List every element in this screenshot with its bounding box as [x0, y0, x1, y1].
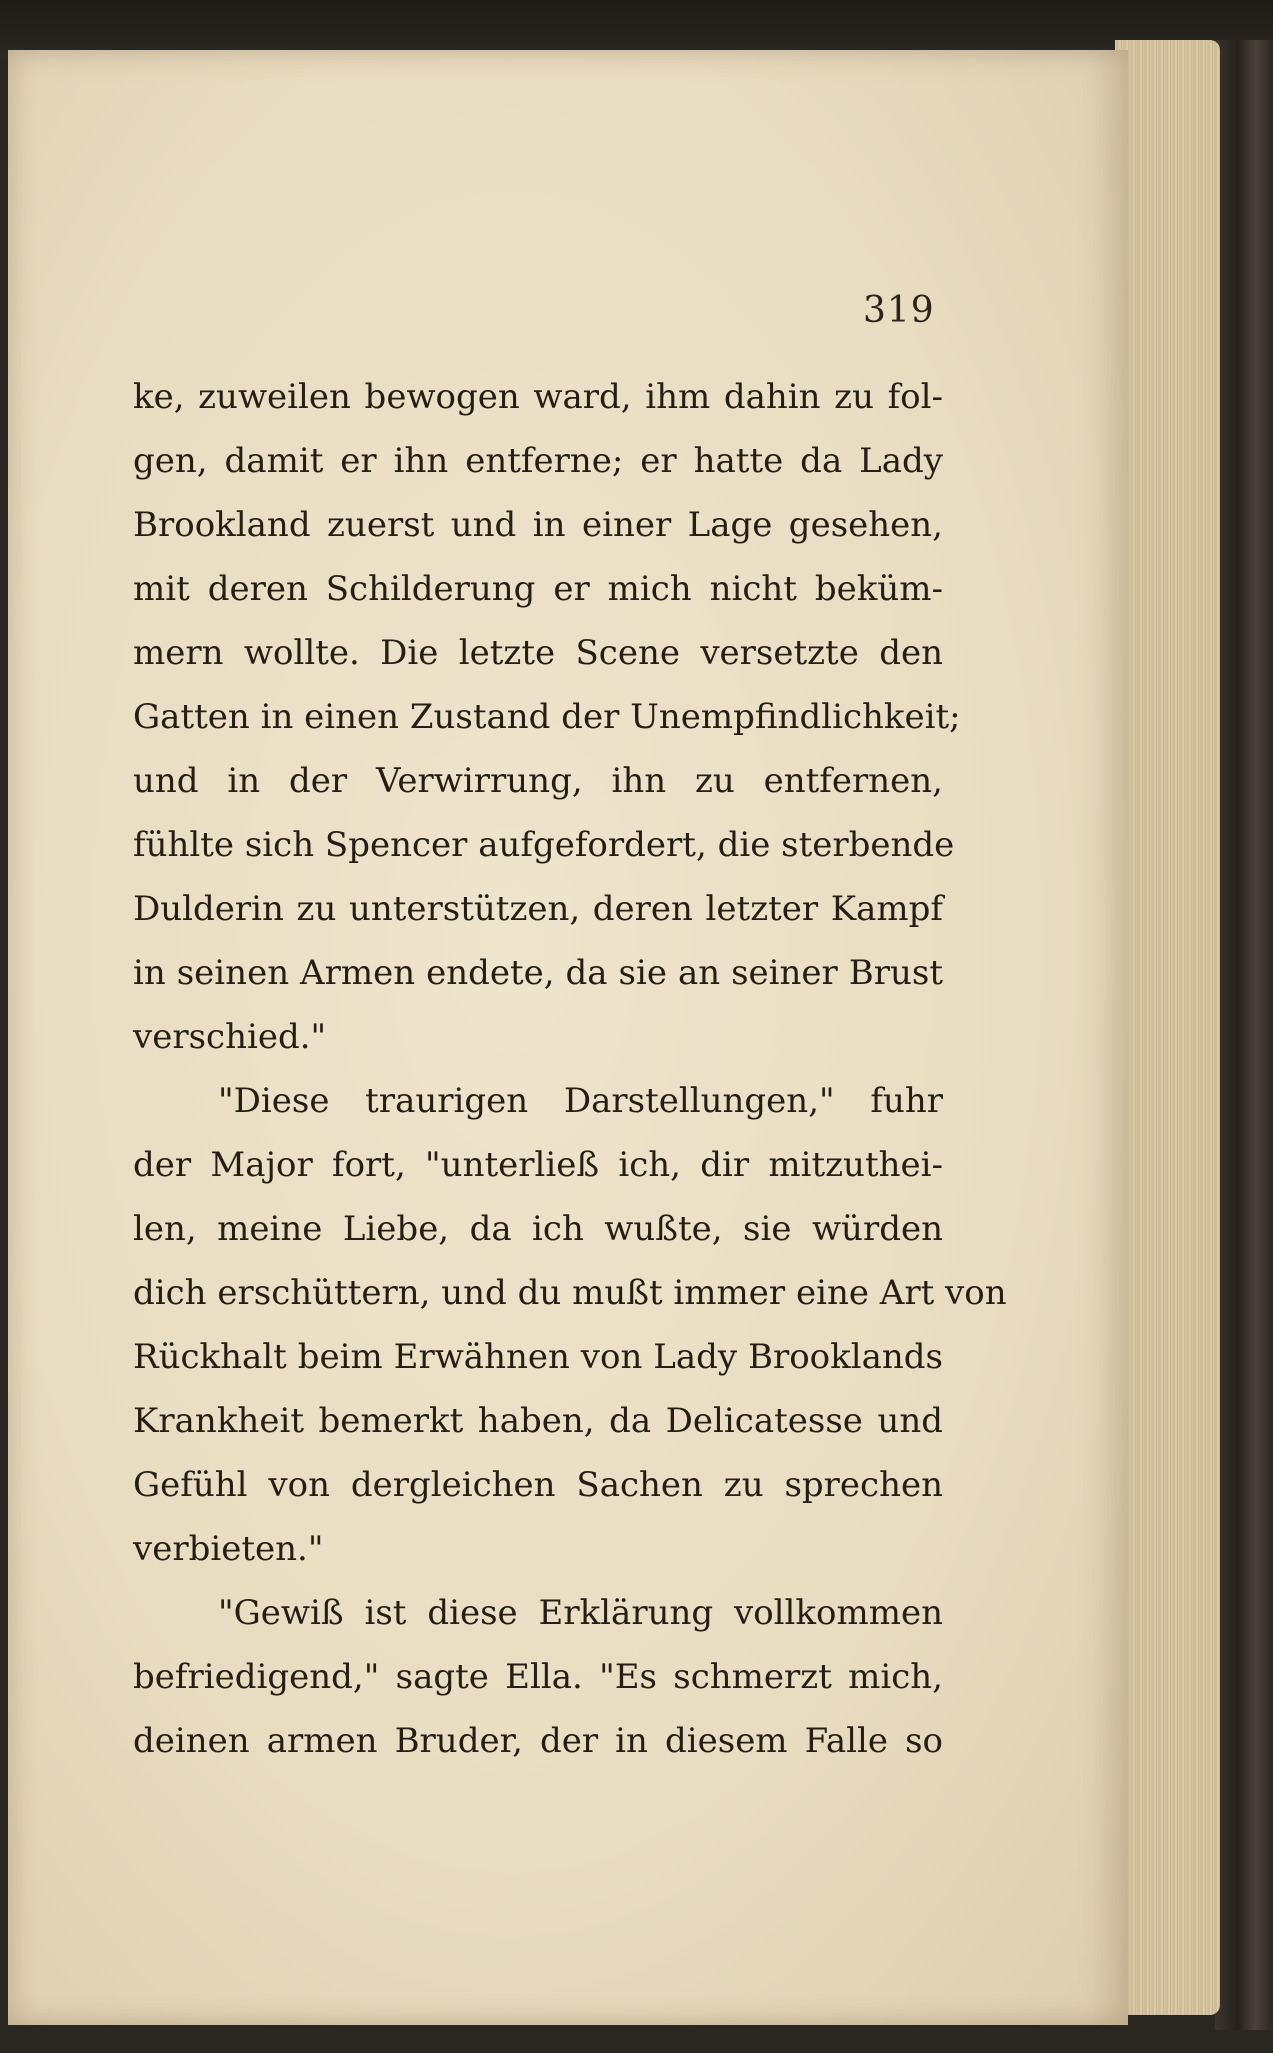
text-line: und in der Verwirrung, ihn zu entfernen, — [133, 761, 943, 801]
page-number: 319 — [863, 290, 935, 331]
text-line: ke, zuweilen bewogen ward, ihm dahin zu fol- — [133, 377, 943, 417]
text-line: Rückhalt beim Erwähnen von Lady Brooklands — [133, 1337, 943, 1377]
text-line: befriedigend," sagte Ella. "Es schmerzt mich, — [133, 1657, 943, 1697]
text-line: dich erschüttern, und du mußt immer eine Art von — [133, 1273, 1007, 1313]
text-line: Krankheit bemerkt haben, da Delicatesse und — [133, 1401, 943, 1441]
page-edges — [1115, 40, 1220, 2015]
text-line: Dulderin zu unterstützen, deren letzter Kampf — [133, 889, 943, 929]
book-page — [8, 50, 1128, 2025]
text-line: "Gewiß ist diese Erklärung vollkommen — [218, 1593, 943, 1633]
text-line: Gefühl von dergleichen Sachen zu sprechen — [133, 1465, 943, 1505]
text-line: mern wollte. Die letzte Scene versetzte den — [133, 633, 943, 673]
book-cover-right — [1215, 40, 1273, 2030]
text-line: fühlte sich Spencer aufgefordert, die sterbende — [133, 825, 955, 865]
text-line: mit deren Schilderung er mich nicht beküm- — [133, 569, 943, 609]
text-line: der Major fort, "unterließ ich, dir mitzuthei- — [133, 1145, 943, 1185]
text-line: "Diese traurigen Darstellungen," fuhr — [218, 1081, 943, 1121]
text-line: in seinen Armen endete, da sie an seiner Brust — [133, 953, 943, 993]
text-line: len, meine Liebe, da ich wußte, sie würden — [133, 1209, 943, 1249]
text-block — [133, 365, 1007, 1773]
text-line: deinen armen Bruder, der in diesem Falle so — [133, 1721, 943, 1761]
text-line: Gatten in einen Zustand der Unempfindlichkeit; — [133, 697, 961, 737]
text-line: verschied." — [133, 1017, 327, 1057]
text-line: Brookland zuerst und in einer Lage gesehen, — [133, 505, 943, 545]
text-line: verbieten." — [133, 1529, 324, 1569]
text-line: gen, damit er ihn entferne; er hatte da Lady — [133, 441, 943, 481]
